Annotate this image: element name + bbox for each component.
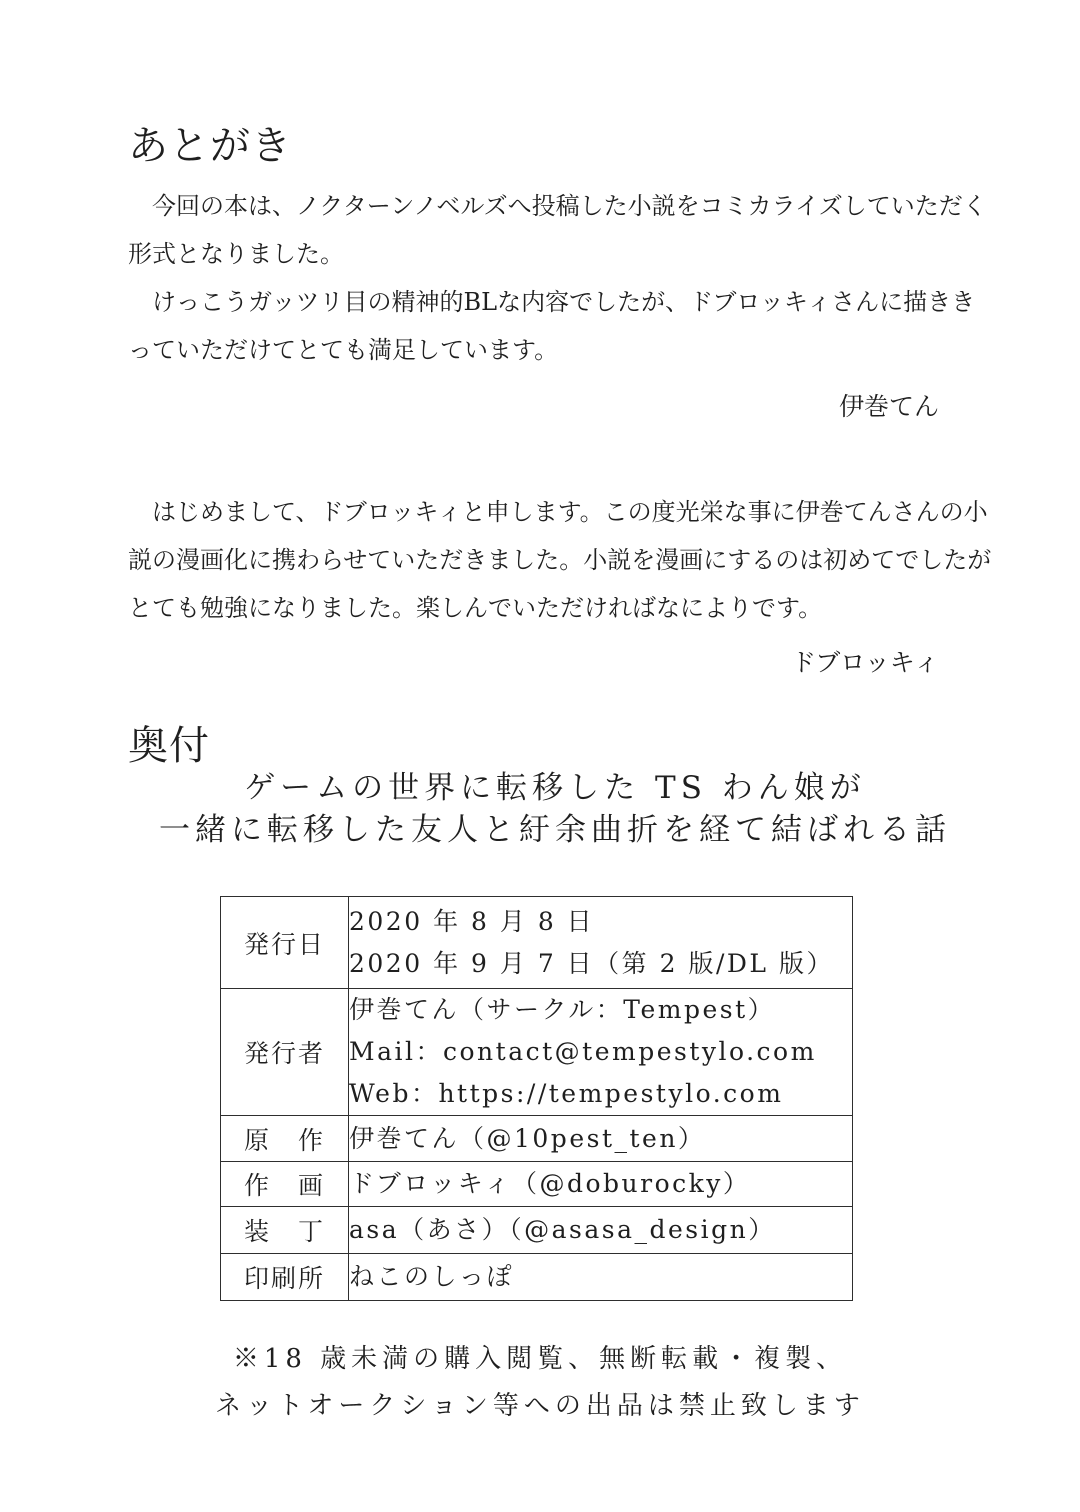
book-title xyxy=(0,767,1080,851)
row-value-line: Web：https://tempestylo.com xyxy=(349,1079,784,1108)
book-title-line: ゲームの世界に転移した TS わん娘が xyxy=(244,770,866,806)
table-row-publication-date xyxy=(221,897,853,989)
paragraph-line: はじめまして、ドブロッキィと申します。この度光栄な事に伊巻てんさんの小 xyxy=(128,498,988,526)
paragraph-line: 今回の本は、ノクターンノベルズへ投稿した小説をコミカライズしていただく xyxy=(128,192,987,220)
row-value xyxy=(349,1254,853,1301)
table-row-design xyxy=(221,1207,853,1254)
row-value-line: 伊巻てん（@10pest_ten） xyxy=(349,1123,706,1153)
row-value-line: asa（あさ）（@asasa_design） xyxy=(349,1215,776,1244)
paragraph-line: けっこうガッツリ目の精神的BLな内容でしたが、ドブロッキィさんに描きき xyxy=(128,288,976,316)
row-value xyxy=(349,989,853,1116)
age-restriction-notice xyxy=(0,1336,1080,1430)
paragraph-line: っていただけてとても満足しています。 xyxy=(128,336,559,364)
row-value xyxy=(349,1116,853,1162)
row-value-line: ねこのしっぽ xyxy=(349,1262,515,1291)
paragraph-line: とても勉強になりました。楽しんでいただければなによりです。 xyxy=(128,594,823,622)
row-label: 発行日 xyxy=(221,897,349,989)
paragraph-line: 形式となりました。 xyxy=(128,240,344,268)
table-row-original-story xyxy=(221,1116,853,1162)
notice-line: ※18 歳未満の購入閲覧、無断転載・複製、 xyxy=(232,1344,848,1374)
afterword-heading: あとがき xyxy=(128,123,292,169)
row-value xyxy=(349,1207,853,1254)
colophon-heading: 奥付 xyxy=(128,723,210,769)
artist-comment-paragraph xyxy=(128,488,992,632)
colophon-table xyxy=(220,896,853,1301)
row-label: 作 画 xyxy=(221,1162,349,1207)
row-label: 装 丁 xyxy=(221,1207,349,1254)
row-label: 発行者 xyxy=(221,989,349,1116)
afterword-paragraphs xyxy=(128,182,987,374)
row-value-line: ドブロッキィ（@doburocky） xyxy=(349,1169,751,1198)
book-title-line: 一緒に転移した友人と紆余曲折を経て結ばれる話 xyxy=(159,812,951,848)
table-row-illustration xyxy=(221,1162,853,1207)
notice-line: ネットオークション等への出品は禁止致します xyxy=(215,1391,865,1421)
artist-signature: ドブロッキィ xyxy=(790,648,939,677)
row-label: 原 作 xyxy=(221,1116,349,1162)
table-row-printer xyxy=(221,1254,853,1301)
author-signature: 伊巻てん xyxy=(838,392,939,421)
row-value-line: 2020 年 8 月 8 日 xyxy=(349,906,595,936)
row-label: 印刷所 xyxy=(221,1254,349,1301)
row-value-line: 2020 年 9 月 7 日（第 2 版/DL 版） xyxy=(349,948,834,978)
paragraph-line: 説の漫画化に携わらせていただきました。小説を漫画にするのは初めてでしたが xyxy=(128,546,992,574)
table-row-publisher xyxy=(221,989,853,1116)
row-value-line: Mail：contact@tempestylo.com xyxy=(349,1037,817,1066)
row-value xyxy=(349,897,853,989)
row-value xyxy=(349,1162,853,1207)
row-value-line: 伊巻てん（サークル：Tempest） xyxy=(349,995,776,1024)
